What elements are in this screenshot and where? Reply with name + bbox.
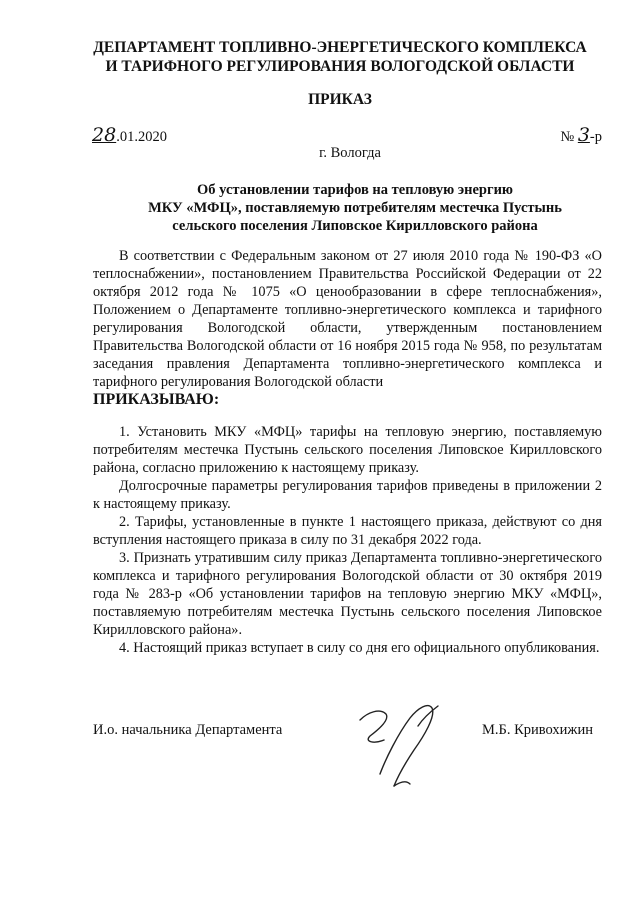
department-header bbox=[60, 38, 620, 76]
item-2: 2. Тарифы, установленные в пункте 1 настоящего приказа, действуют со дня вступления настоящего приказа в силу по 31 декабря 2022 года. bbox=[93, 514, 602, 548]
number-sign: № bbox=[560, 129, 575, 145]
number-handwritten: 3 bbox=[577, 124, 590, 146]
date-month-year: .01.2020 bbox=[116, 129, 167, 145]
item-4: 4. Настоящий приказ вступает в силу со дня его официального опубликования. bbox=[119, 640, 600, 656]
number-suffix: -р bbox=[589, 129, 602, 145]
signatory-position: И.о. начальника Департамента bbox=[93, 722, 283, 738]
subject-line-3: сельского поселения Липовское Кирилловского района bbox=[172, 218, 538, 234]
preamble: В соответствии с Федеральным законом от 27 июля 2010 года № 190-ФЗ «О теплоснабжении», постановлением Правительства Российской Федерации от 22 октября 2012 года № 1075 «О ценообразовании в сфере теплоснабжения», Положением о Департаменте топливно-энергетического комплекса и тарифного регулирования Вологодской области, утвержденным постановлением Правительства Вологодской области от 16 ноября 2015 года № 958, по результатам заседания правления Департамента топливно-энергетического комплекса и тарифного регулирования Вологодской области bbox=[93, 248, 602, 390]
order-title: ПРИКАЗ bbox=[308, 91, 372, 108]
signatory-name: М.Б. Кривохижин bbox=[482, 722, 593, 738]
department-line-1: ДЕПАРТАМЕНТ ТОПЛИВНО-ЭНЕРГЕТИЧЕСКОГО КОМПЛЕКСА bbox=[93, 39, 587, 56]
order-subject bbox=[120, 181, 590, 235]
order-body bbox=[93, 247, 602, 657]
order-number bbox=[560, 124, 602, 146]
decree-word: ПРИКАЗЫВАЮ: bbox=[93, 391, 220, 408]
item-1-note: Долгосрочные параметры регулирования тарифов приведены в приложении 2 к настоящему приказу. bbox=[93, 478, 602, 512]
subject-line-1: Об установлении тарифов на тепловую энергию bbox=[196, 182, 514, 198]
city: г. Вологда bbox=[319, 145, 381, 161]
handwritten-signature bbox=[340, 690, 460, 800]
item-1: 1. Установить МКУ «МФЦ» тарифы на тепловую энергию, поставляемую потребителям местечка Пустынь сельского поселения Липовское Кирилловского района, согласно приложению к настоящему приказу. bbox=[93, 424, 602, 476]
date-day-handwritten: 28 bbox=[92, 124, 117, 146]
order-date bbox=[92, 124, 167, 146]
department-line-2: И ТАРИФНОГО РЕГУЛИРОВАНИЯ ВОЛОГОДСКОЙ ОБЛАСТИ bbox=[105, 58, 575, 75]
item-3: 3. Признать утратившим силу приказ Департамента топливно-энергетического комплекса и тарифного регулирования Вологодской области от 30 октября 2019 года № 283-р «Об установлении тарифов на тепловую энергию МКУ «МФЦ», поставляемую потребителям местечка Пустынь сельского поселения Липовское Кирилловского района». bbox=[93, 550, 602, 638]
subject-line-2: МКУ «МФЦ», поставляемую потребителям местечка Пустынь bbox=[148, 200, 562, 216]
